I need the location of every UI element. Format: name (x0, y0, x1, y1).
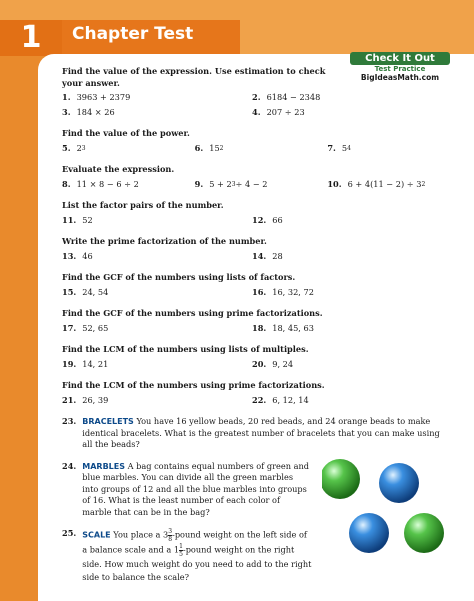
exercise-text: 14, 21 (82, 358, 109, 369)
exercise-text: 66 (272, 214, 283, 225)
chapter-title: Chapter Test (72, 24, 194, 44)
exercise-item (252, 395, 442, 407)
problem-number: 23. (62, 416, 77, 426)
marbles-illustration (322, 455, 452, 565)
exercise-text: 46 (82, 250, 93, 261)
exercise-number: 11. (62, 214, 77, 225)
exercise-text: 16, 32, 72 (272, 286, 314, 297)
exercise-text: 11 × 8 − 6 ÷ 2 (76, 178, 139, 189)
exercise-number: 2. (252, 92, 261, 102)
exercise-number: 18. (252, 322, 267, 333)
logo-sub-text: Test Practice (374, 65, 426, 73)
problem-row (62, 359, 460, 371)
exercise-item (62, 143, 195, 155)
problem-text-a: You place a 3 (113, 529, 169, 540)
problem-row (62, 143, 460, 155)
exercise-item (252, 251, 442, 263)
exercise-number: 10. (327, 178, 342, 189)
exercise-text: 24, 54 (82, 286, 109, 297)
expression-post: ÷ 4 − 2 (235, 178, 268, 189)
exercise-number: 21. (62, 394, 77, 405)
exercise-item (252, 287, 442, 299)
problem-text: You have 16 yellow beads, 20 red beads, and 24 orange beads to make identical bracelets. What is the greatest number of bracelets that you can make using all the beads? (82, 416, 440, 449)
problem-text-b: -pound weight on the left side of a balance scale and a 1 (82, 529, 307, 555)
logo-main-text: Check It Out (350, 52, 450, 65)
word-problem-bracelets (62, 416, 460, 451)
expression-exponent: 2 (421, 180, 426, 188)
problem-number: 24. (62, 460, 77, 471)
problem-text: A bag contains equal numbers of green and blue marbles. You can divide all the green marbles into groups of 12 and all the blue marbles into groups of 16. What is the least number of each color of marble that can be in the bag? (82, 460, 309, 517)
exercise-text: 184 × 26 (76, 106, 115, 117)
problem-row (62, 395, 460, 407)
problem-body (82, 416, 442, 451)
exercise-item (62, 287, 252, 299)
fraction-numerator: 1 (179, 543, 183, 550)
exercise-number: 9. (194, 178, 204, 189)
exercise-item (327, 179, 460, 191)
problem-row (62, 92, 460, 104)
exercise-item (252, 92, 442, 104)
exercise-item (252, 323, 442, 335)
exercise-number: 6. (194, 142, 204, 153)
problem-row (62, 251, 460, 263)
exercise-number: 7. (327, 142, 336, 153)
exercise-item (62, 395, 252, 407)
exercise-item (62, 107, 252, 119)
blue-marble (349, 513, 389, 553)
problem-body (82, 461, 310, 519)
exercise-text: 52, 65 (82, 322, 109, 333)
problem-keyword: MARBLES (82, 461, 125, 471)
exercise-item (62, 251, 252, 263)
section-heading: List the factor pairs of the number. (62, 200, 224, 210)
power-base: 15 (209, 142, 220, 153)
exercise-text: 52 (82, 214, 93, 225)
exercise-item (252, 215, 442, 227)
exercise-number: 17. (62, 322, 77, 333)
exercise-text: 6184 − 2348 (266, 92, 321, 102)
exercise-number: 4. (252, 106, 261, 117)
exercise-number: 22. (252, 394, 267, 405)
chapter-number: 1 (0, 20, 62, 56)
section-heading: Find the value of the power. (62, 128, 190, 138)
section-heading: Write the prime factorization of the number. (62, 236, 267, 246)
fraction-denominator: 5 (179, 551, 183, 558)
problem-body (82, 528, 314, 584)
expression-pre: 6 + 4(11 − 2) ÷ 3 (347, 178, 422, 189)
exercise-number: 8. (62, 178, 71, 189)
problem-row (62, 323, 460, 335)
problem-row (62, 287, 460, 299)
section-heading: Find the value of the expression. Use estimation to check your answer. (62, 66, 326, 88)
exercise-item (62, 359, 252, 371)
exercise-text: 9, 24 (272, 358, 294, 369)
exercise-item (252, 107, 442, 119)
fraction-denominator: 8 (168, 536, 173, 543)
section-heading: Find the GCF of the numbers using prime factorizations. (62, 308, 323, 318)
fraction-numerator: 3 (168, 528, 173, 535)
problem-keyword: BRACELETS (82, 417, 134, 426)
exercise-number: 3. (62, 106, 71, 117)
exercise-number: 16. (252, 286, 267, 297)
section-heading: Find the GCF of the numbers using lists of factors. (62, 272, 296, 282)
exercise-text: 6, 12, 14 (272, 394, 309, 405)
problem-row (62, 107, 460, 119)
power-exponent: 3 (81, 144, 86, 152)
section-heading: Find the LCM of the numbers using prime factorizations. (62, 380, 325, 390)
power-base: 5 (341, 142, 348, 153)
exercise-item (327, 143, 460, 155)
expression-pre: 5 + 2 (209, 178, 232, 189)
problem-text-c: -pound weight on the right side. How much weight do you need to add to the right side to balance the scale? (82, 544, 312, 582)
exercise-text: 3963 + 2379 (76, 92, 131, 102)
exercise-text: 18, 45, 63 (272, 322, 314, 333)
exercise-number: 5. (62, 142, 71, 153)
section-heading: Evaluate the expression. (62, 164, 175, 174)
problem-keyword: SCALE (82, 530, 111, 540)
exercise-number: 15. (62, 286, 77, 297)
exercise-text: 28 (272, 250, 283, 261)
exercise-number: 12. (252, 214, 267, 225)
power-exponent: 4 (347, 144, 351, 152)
exercise-number: 13. (62, 250, 77, 261)
exercise-text: 207 ÷ 23 (266, 106, 305, 117)
exercise-item (195, 143, 328, 155)
logo-site-text: BigIdeasMath.com (360, 73, 440, 82)
problem-row (62, 179, 460, 191)
power-base: 2 (76, 142, 82, 153)
exercise-number: 19. (62, 358, 77, 369)
green-marble (322, 459, 360, 499)
expression-exponent: 3 (231, 180, 236, 188)
power-exponent: 2 (219, 144, 224, 152)
exercise-number: 14. (252, 250, 267, 261)
exercise-number: 20. (252, 358, 267, 369)
exercise-item (62, 179, 195, 191)
exercise-number: 1. (62, 92, 71, 102)
section-heading: Find the LCM of the numbers using lists of multiples. (62, 344, 309, 354)
exercise-item (252, 359, 442, 371)
exercise-item (62, 215, 252, 227)
exercise-item (195, 179, 328, 191)
exercise-item (62, 92, 252, 104)
exercise-item (62, 323, 252, 335)
green-marble (404, 513, 444, 553)
exercise-text: 26, 39 (82, 394, 109, 405)
blue-marble (379, 463, 419, 503)
problem-number: 25. (62, 528, 77, 538)
problem-row (62, 215, 460, 227)
